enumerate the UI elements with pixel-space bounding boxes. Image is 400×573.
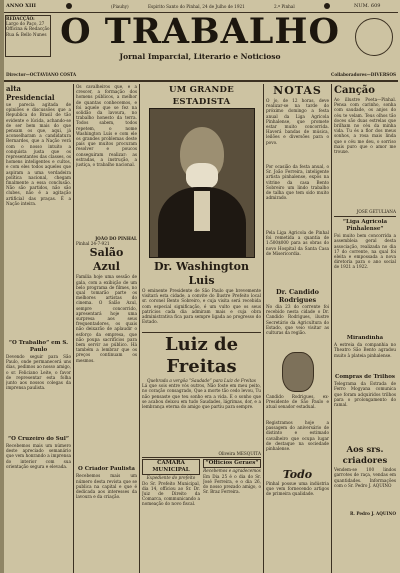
- camara-text: Do Sr. Prefeito Municipal, dia 14, officiou ao Sr. Dr. Juiz de Direito da Comarca, communicando a nomeação do novo fiscal.: [142, 480, 200, 507]
- poem-author: Oliveira MESQUITA: [218, 451, 261, 457]
- column-1: [6, 84, 71, 573]
- headline-criador-paulista: O Criador Paulista: [78, 466, 135, 473]
- article-text: Por ocasião da festa anual, o Sr. João Ferreira, inteligente artista pinhalense, expôs na vitrine da casa Bento Sobreiro um lindo trabalho de talha que tem sido muito admirado.: [266, 164, 329, 201]
- edition-label: 2.ª Pinhal: [274, 4, 295, 9]
- poem-text: Lá que sois entre vós outros, Não foste em meu peito, no coração consagrado, Que a morte tão cedo levou, Tu não pensaste que teu sonho era a vida. E o sonho que se acabou deixou em tudo Saudades, lágrimas, dor, e a lembrança eterna do amigo que partiu para sempre.: [142, 383, 261, 410]
- article-text: Registramos hoje a passagem do aniversário de distinto e estimado cavalheiro que ocupa lugar de destaque na sociedade pinhalense.: [266, 420, 329, 452]
- officina-address: Rua & Bello Nunes: [6, 31, 47, 37]
- article-text: Telegrama da Estrada de Ferro Mogyana comunica que foram adquiridos trilhos para o prolongamento do ramal.: [334, 381, 396, 408]
- column-5: [334, 84, 396, 573]
- section-rule: [334, 216, 396, 217]
- headline-notas: NOTAS: [273, 84, 322, 97]
- photo-caption: Dr. Washington Luis: [154, 260, 249, 287]
- masthead-title-block: [52, 12, 348, 62]
- column-rule: [139, 84, 140, 573]
- camara-headline: CAMARA MUNICIPAL: [142, 459, 200, 475]
- article-text: Foi muito bem concorrida a assembleia geral desta associação, realizada no dia 17 do corrente, na qual foi eleita e empossada a nova diretoria para o ano social de 1921 a 1922.: [334, 233, 396, 270]
- headline-mirandinha: Mirandinha: [346, 335, 384, 342]
- page-fold-shadow: [0, 0, 4, 573]
- place-date: Espirito Santo do Pinhal, 24 de Julho de 1921: [148, 4, 245, 9]
- year-label: ANNO XIII: [6, 3, 37, 9]
- article-text: Pela Liga Agricola de Pinhal foi remetida a quantia de 1:500$000 para as obras do novo Hospital da Santa Casa de Misericordia.: [266, 230, 329, 256]
- article-text: Recebemos mais um número deste apreciado semanário que vem honrando a imprensa do interior com sua orientação segura e elevada.: [6, 443, 71, 469]
- portrait-photo: [149, 108, 255, 258]
- headline-candido-rodrigues: Dr. Candido Rodrigues: [276, 288, 319, 304]
- portrait-collar-shape: [194, 191, 210, 231]
- small-portrait: [282, 352, 314, 392]
- headline-todo: Todo: [282, 468, 313, 481]
- article-text: O jo, de 12 horas, deve realizar-se na tarde do próximo domingo a festa anual da Liga Agricola Pinhalense, que promete estar muito concorrida. Haverá bandas de música, leilões e diversões para o povo.: [266, 98, 329, 145]
- column-rule: [263, 84, 264, 573]
- article-text: A estreia da companhia no Theatro São Bento agradou muito à plateia pinhalense.: [334, 342, 396, 358]
- section-rule: [142, 457, 261, 458]
- officios-text: Em Dia 25 é o dia do Sr. José Ferreira, e o dia 26, do nosso prezado amigo, o Sr. Braz Ferreira.: [203, 473, 261, 495]
- article-text: Pinhal possue uma indústria que vem fornecendo artigos de primeira qualidade.: [266, 481, 329, 497]
- officina-label: Officina & Redacção: [6, 26, 50, 32]
- collaborators-label: Collaboradores—DIVERSOS: [330, 72, 396, 77]
- article-text: ue parecia agitada de opiniões e discussões que a Republica do Brasil de tão evidente e lúcida, achando-se de ser bem mais do que pensam os que, aqui, já aconselharam a candidatura Bernardes, que a Nação verá com o nosso intuito a conquista justa que os representantes das classes, os homens inteligentes e cultos, e com eles todos aqueles que aspiram a uma verdadeira política nacional, chegam finalmente a essa conclusão. Não são partidos, não são clubes, não é a agitação artificial das praças. É a Nação inteira.: [6, 102, 71, 206]
- portrait-beard-shape: [186, 163, 218, 189]
- headline-srs-criadores: Aos srs. criadores: [342, 445, 388, 467]
- article-text: No dia 23 do corrente foi recebido nesta cidade o Dr. Candido Rodrigues, ilustre Secretário da Agricultura do Estado, que veio visitar as culturas da região.: [266, 304, 329, 336]
- headline-liga-agricola: “Liga Agricola Pinhalense”: [342, 219, 388, 233]
- article-text: Vendem-se 100 lindos garrotes de raça, vendas em quantidades. Informações com o Sr. Pedro J. AQUINO: [334, 467, 396, 488]
- star-ornament-icon: [66, 3, 72, 9]
- headline-salao-azul: Salão Azul: [89, 246, 124, 274]
- director-label: Director—OCTAVIANO COSTA: [6, 72, 77, 77]
- poem-title: Luiz de Freitas: [164, 334, 239, 377]
- signature-place: Pinhal 24-7-921: [76, 241, 110, 247]
- column-2: [76, 84, 137, 573]
- article-text: Os cavalheiros que, e a crescer, a formação dos homens públicos, a melhor de quantas conhecemos, e foi aquele que se fez na solidão da lavoura, no trabalho honesto da terra. Todos sabem, todos repetem, o nome Washington Luís e com ele os grandes problemas deste país que muitos procuram resolver e poucos conseguiram realizar: as estradas, a instrução, a justiça, o trabalho nacional.: [76, 84, 137, 168]
- article-text: Devendo seguir para São Paulo, onde permanecerá uns dias, pedimos ao nosso amigo, o sr. Feliciano Leite, o favor de representar esta folha junto aos nossos colegas da imprensa paulista.: [6, 354, 71, 391]
- poem-dedication: Quebrada a vergôa “Saudade” para Luiz de Freitas: [147, 378, 256, 383]
- article-text: O eminente Presidente de São Paulo que brevemente visitará esta cidade, a convite do Ilustre Prefeito local sr. coronel Bento Sobreiro, e cuja visita será recebida com especial significação, é um vulto que os seus patrícios cada dia admiram mais e cuja obra administrativa fica para sempre ligada ao progresso do Estado.: [142, 288, 261, 325]
- star-ornament-icon: [324, 3, 330, 9]
- section-rule: [142, 332, 261, 333]
- masthead-double-rule: [4, 80, 398, 82]
- headline-compras-trilhos: Compras de Trilhos: [335, 374, 395, 381]
- poem-text: Ao illustre Poeta—Pinhal. Pensa com carinho, sonha com saudade, os anjos do céu te velam. Teus olhos tão doces são duas estrelas que brilham no céu da minha vida. Tu és a flor dos meus sonhos, a rosa mais linda que o céu me deu, o sorriso mais puro que o amor me trouxe.: [334, 97, 396, 155]
- seal-ornament-icon: [355, 18, 393, 56]
- headline-cancao: Canção: [334, 85, 375, 96]
- column-3-feature: [142, 84, 261, 573]
- number-label: NUM. 609: [354, 3, 381, 9]
- redaccao-address: Largo do Paço, 27: [6, 21, 45, 27]
- signature: R. Pedro J. AQUINO: [349, 511, 396, 517]
- newspaper-subtitle: Jornal Imparcial, Literario e Noticioso: [119, 52, 281, 61]
- article-text: Recebemos mais um número desta revista que se publica na capital e que é dedicada aos interesses da lavoura e da criação.: [76, 473, 137, 500]
- officios-sub: Recebemos e agradecemos: [203, 468, 261, 474]
- officios-box: [203, 459, 261, 552]
- staff-line: [4, 72, 398, 79]
- redaccao-box: [5, 15, 51, 57]
- poem-author: JOSÉ GETULIANA: [356, 209, 396, 214]
- article-text: Familia hoje uma sessão de gala, com a exibição de um belo programa de filmes, no qual tomarão parte os melhores artistas do cinema. O Salão Azul, sempre concorrido, apresentará hoje uma surpresa aos seus frequentadores, os quais não deixarão de aplaudir o esforço da empresa, que não poupa sacrifícios para bem servir ao público. Há também a lembrar que os preços continuam os mesmos.: [76, 274, 137, 363]
- headline-grande-estadista: UM GRANDE ESTADISTA: [168, 85, 235, 107]
- camara-box: [142, 459, 200, 552]
- signature-joao-do-pinhal: JOÃO DO PINHAL: [95, 236, 137, 241]
- column-rule: [331, 84, 332, 573]
- newspaper-title: O TRABALHO: [60, 11, 340, 52]
- column-4: [266, 84, 329, 573]
- redaccao-label: REDACÇÃO:: [6, 16, 35, 21]
- state-label: (Piauhy): [111, 4, 129, 9]
- column-rule: [73, 84, 74, 573]
- headline-alta-presidencial: alta Presidencial: [6, 84, 55, 102]
- headline-trabalho-sp: “O Trabalho” em S. Paulo: [8, 340, 69, 353]
- headline-cruzeiro: “O Cruzeiro do Sul”: [8, 436, 69, 442]
- officios-headline: “Officios Geraes”: [203, 459, 261, 468]
- article-text: Candido Rodrigues, ex-Presidente de São Paulo e atual senador estadual.: [266, 394, 329, 410]
- camara-sub: Expediente do prefeito: [146, 475, 196, 481]
- bottom-boxes: [142, 459, 261, 552]
